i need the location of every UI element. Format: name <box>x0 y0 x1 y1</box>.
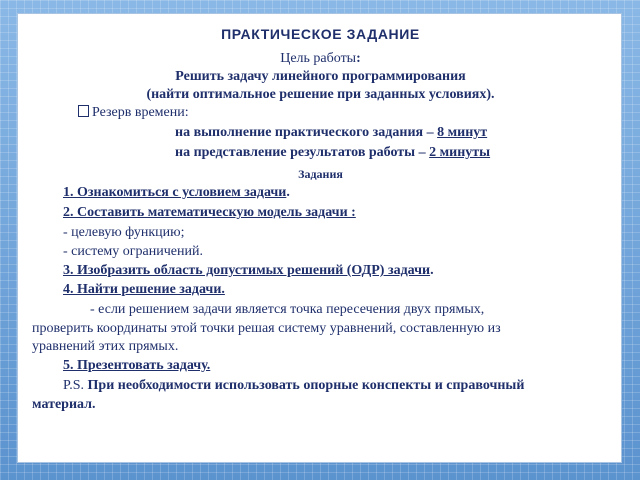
ps-label: P.S. <box>63 378 88 393</box>
task-4: 4. Найти решение задачи. <box>63 282 225 297</box>
task-1 <box>63 184 290 201</box>
goal-label: Цель работы <box>280 51 357 66</box>
ps-line-1 <box>63 377 524 394</box>
bullet-icon <box>78 105 89 117</box>
reserve-present-row <box>175 144 490 161</box>
task-2-item-2: - систему ограничений. <box>63 244 203 259</box>
goal-line-2: (найти оптимальное решение при заданных условиях). <box>146 87 495 102</box>
task-4-paragraph-line-2: проверить координаты этой точки решая систему уравнений, составленную из <box>32 321 501 336</box>
ps-text-1: При необходимости использовать опорные конспекты и справочный <box>87 378 525 393</box>
task-4-paragraph-line-3: уравнений этих прямых. <box>32 339 179 354</box>
reserve-present-value: 2 минуты <box>429 145 491 160</box>
task-3-end: . <box>430 263 434 278</box>
page-title: ПРАКТИЧЕСКОЕ ЗАДАНИЕ <box>221 26 420 42</box>
task-1-main: 1. Ознакомиться с условием задачи <box>63 185 287 200</box>
task-3 <box>63 262 434 279</box>
reserve-row <box>78 104 189 121</box>
task-5: 5. Презентовать задачу. <box>63 358 211 373</box>
ps-line-2: материал. <box>32 397 96 412</box>
task-4-paragraph-line-1: - если решением задачи является точка пересечения двух прямых, <box>90 302 485 317</box>
reserve-label: Резерв времени: <box>92 105 189 120</box>
task-2: 2. Составить математическую модель задачи : <box>63 205 356 220</box>
slide-card <box>17 13 622 463</box>
goal-label-line <box>18 50 623 67</box>
reserve-present-text: на представление результатов работы – <box>175 145 430 160</box>
reserve-task-value: 8 минут <box>437 125 488 140</box>
task-1-end: . <box>286 185 290 200</box>
reserve-task-text: на выполнение практического задания – <box>175 125 438 140</box>
tasks-header: Задания <box>298 167 343 181</box>
goal-line-1: Решить задачу линейного программирования <box>175 69 466 84</box>
goal-colon: : <box>356 51 361 66</box>
reserve-task-row <box>175 124 487 141</box>
task-2-item-1: - целевую функцию; <box>63 225 185 240</box>
task-3-main: 3. Изобразить область допустимых решений (ОДР) задачи <box>63 263 431 278</box>
